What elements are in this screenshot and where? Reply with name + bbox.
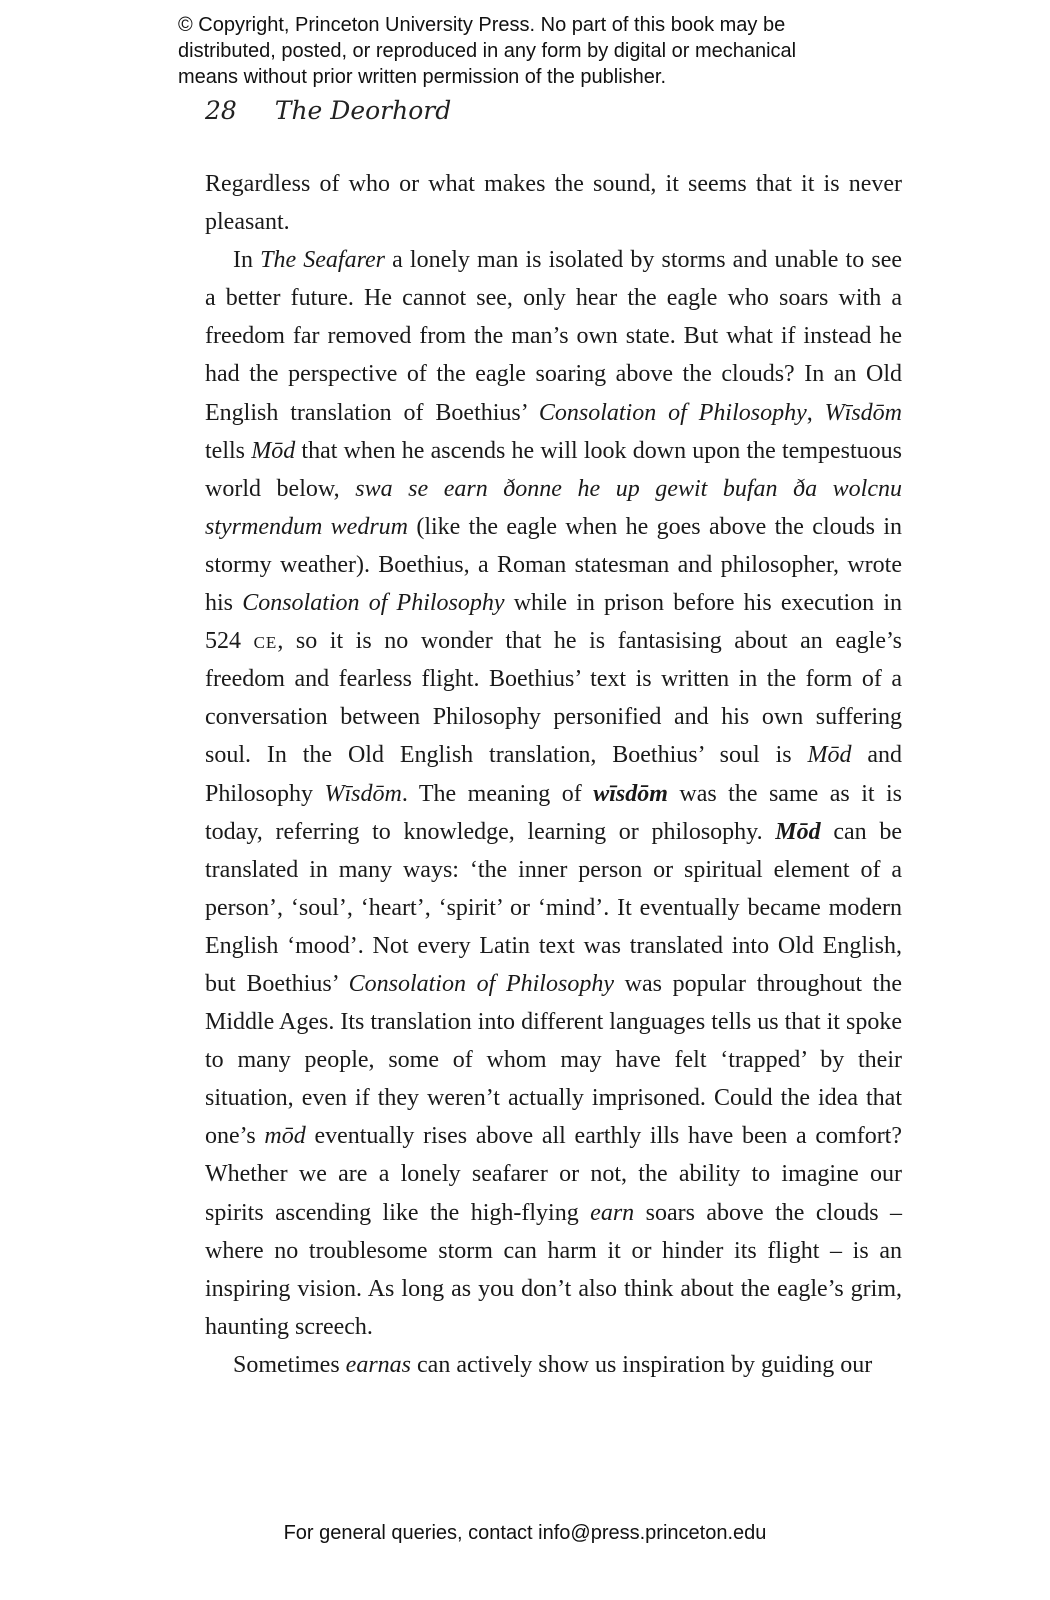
text-run: a lonely man is isolated by storms and unable to see a better future. He cannot see, only hear the eagle who soars with a freedom far removed from the man’s own state. But what if instead he had the perspective of the eagle soaring above the clouds? In an Old English translation of Boethius’ bbox=[205, 247, 902, 426]
text-run: eventually rises above all earthly ills have been a comfort? Whether we are a lonely seafarer or not, the ability to imagine our spirits ascending like the high-flying bbox=[205, 1123, 903, 1226]
copyright-line: © Copyright, Princeton University Press. No part of this book may be bbox=[178, 14, 786, 36]
running-head bbox=[205, 96, 451, 125]
text-run: can actively show us inspiration by guiding our bbox=[411, 1351, 873, 1378]
paragraph bbox=[205, 1346, 902, 1384]
text-run: while in prison before his execution in 524 bbox=[205, 590, 902, 655]
footer-contact: For general queries, contact info@press.princeton.edu bbox=[283, 1522, 767, 1544]
italic-term: Mōd bbox=[807, 742, 852, 769]
paragraph bbox=[205, 165, 902, 241]
text-run: . The meaning of bbox=[401, 780, 594, 807]
italic-term: mōd bbox=[264, 1123, 306, 1150]
italic-title: Consolation of Philosophy bbox=[242, 590, 505, 617]
text-run: Regardless of who or what makes the sound, it seems that it is never pleasant. bbox=[205, 171, 902, 236]
text-run: (like the eagle when he goes above the clouds in stormy weather). Boethius, a Roman statesman and philosopher, wrote his bbox=[205, 513, 902, 617]
bold-italic-headword: Mōd bbox=[775, 818, 821, 845]
italic-title: Consolation of Philosophy bbox=[538, 399, 807, 426]
italic-term: Mōd bbox=[251, 437, 296, 464]
text-run: , bbox=[806, 399, 825, 426]
text-run: and Philosophy bbox=[205, 742, 903, 807]
body-text bbox=[205, 165, 902, 1384]
italic-term: earnas bbox=[345, 1351, 412, 1378]
text-run: soars above the clouds – where no troublesome storm can harm it or hinder its flight – is an inspiring vision. As long as you don’t also think about the eagle’s grim, haunting screech. bbox=[205, 1199, 903, 1340]
text-run: , so it is no wonder that he is fantasising about an eagle’s freedom and fearless flight. Boethius’ text is written in the form of a conversation between Philosophy personified and his own suffering soul. In the Old English translation, Boethius’ soul is bbox=[205, 628, 903, 769]
paragraph bbox=[205, 241, 902, 1346]
text-run: that when he ascends he will look down upon the tempestuous world below, bbox=[205, 437, 902, 502]
copyright-line: distributed, posted, or reproduced in any form by digital or mechanical bbox=[178, 40, 797, 62]
text-run: In bbox=[233, 247, 261, 274]
small-caps-era: ce bbox=[253, 628, 278, 655]
copyright-notice bbox=[178, 12, 978, 90]
italic-term: earn bbox=[590, 1199, 635, 1226]
italic-title: The Seafarer bbox=[260, 247, 386, 274]
italic-title: Consolation of Philosophy bbox=[348, 970, 614, 997]
page-number: 28 bbox=[205, 96, 237, 125]
text-run: tells bbox=[205, 437, 252, 464]
bold-italic-headword: wīsdōm bbox=[593, 780, 668, 807]
italic-term: Wīsdōm bbox=[324, 780, 402, 807]
italic-quotation: swa se earn ðonne he up gewit bufan ða wolcnu styrmendum wedrum bbox=[205, 475, 902, 540]
text-run: can be translated in many ways: ‘the inner person or spiritual element of a person’, ‘soul’, ‘heart’, ‘spirit’ or ‘mind’. It eventually became modern English ‘mood’. Not every Latin text was translated into Old English, but Boethius’ bbox=[205, 818, 902, 997]
running-head-title: The Deorhord bbox=[274, 96, 452, 125]
copyright-line: means without prior written permission of the publisher. bbox=[178, 66, 667, 88]
text-run: was popular throughout the Middle Ages. Its translation into different languages tells us that it spoke to many people, some of whom may have felt ‘trapped’ by their situation, even if they weren’t actually imprisoned. Could the idea that one’s bbox=[205, 970, 902, 1150]
text-run: Sometimes bbox=[233, 1351, 346, 1378]
italic-term: Wīsdōm bbox=[824, 399, 902, 426]
text-run: was the same as it is today, referring to knowledge, learning or philosophy. bbox=[205, 780, 903, 845]
